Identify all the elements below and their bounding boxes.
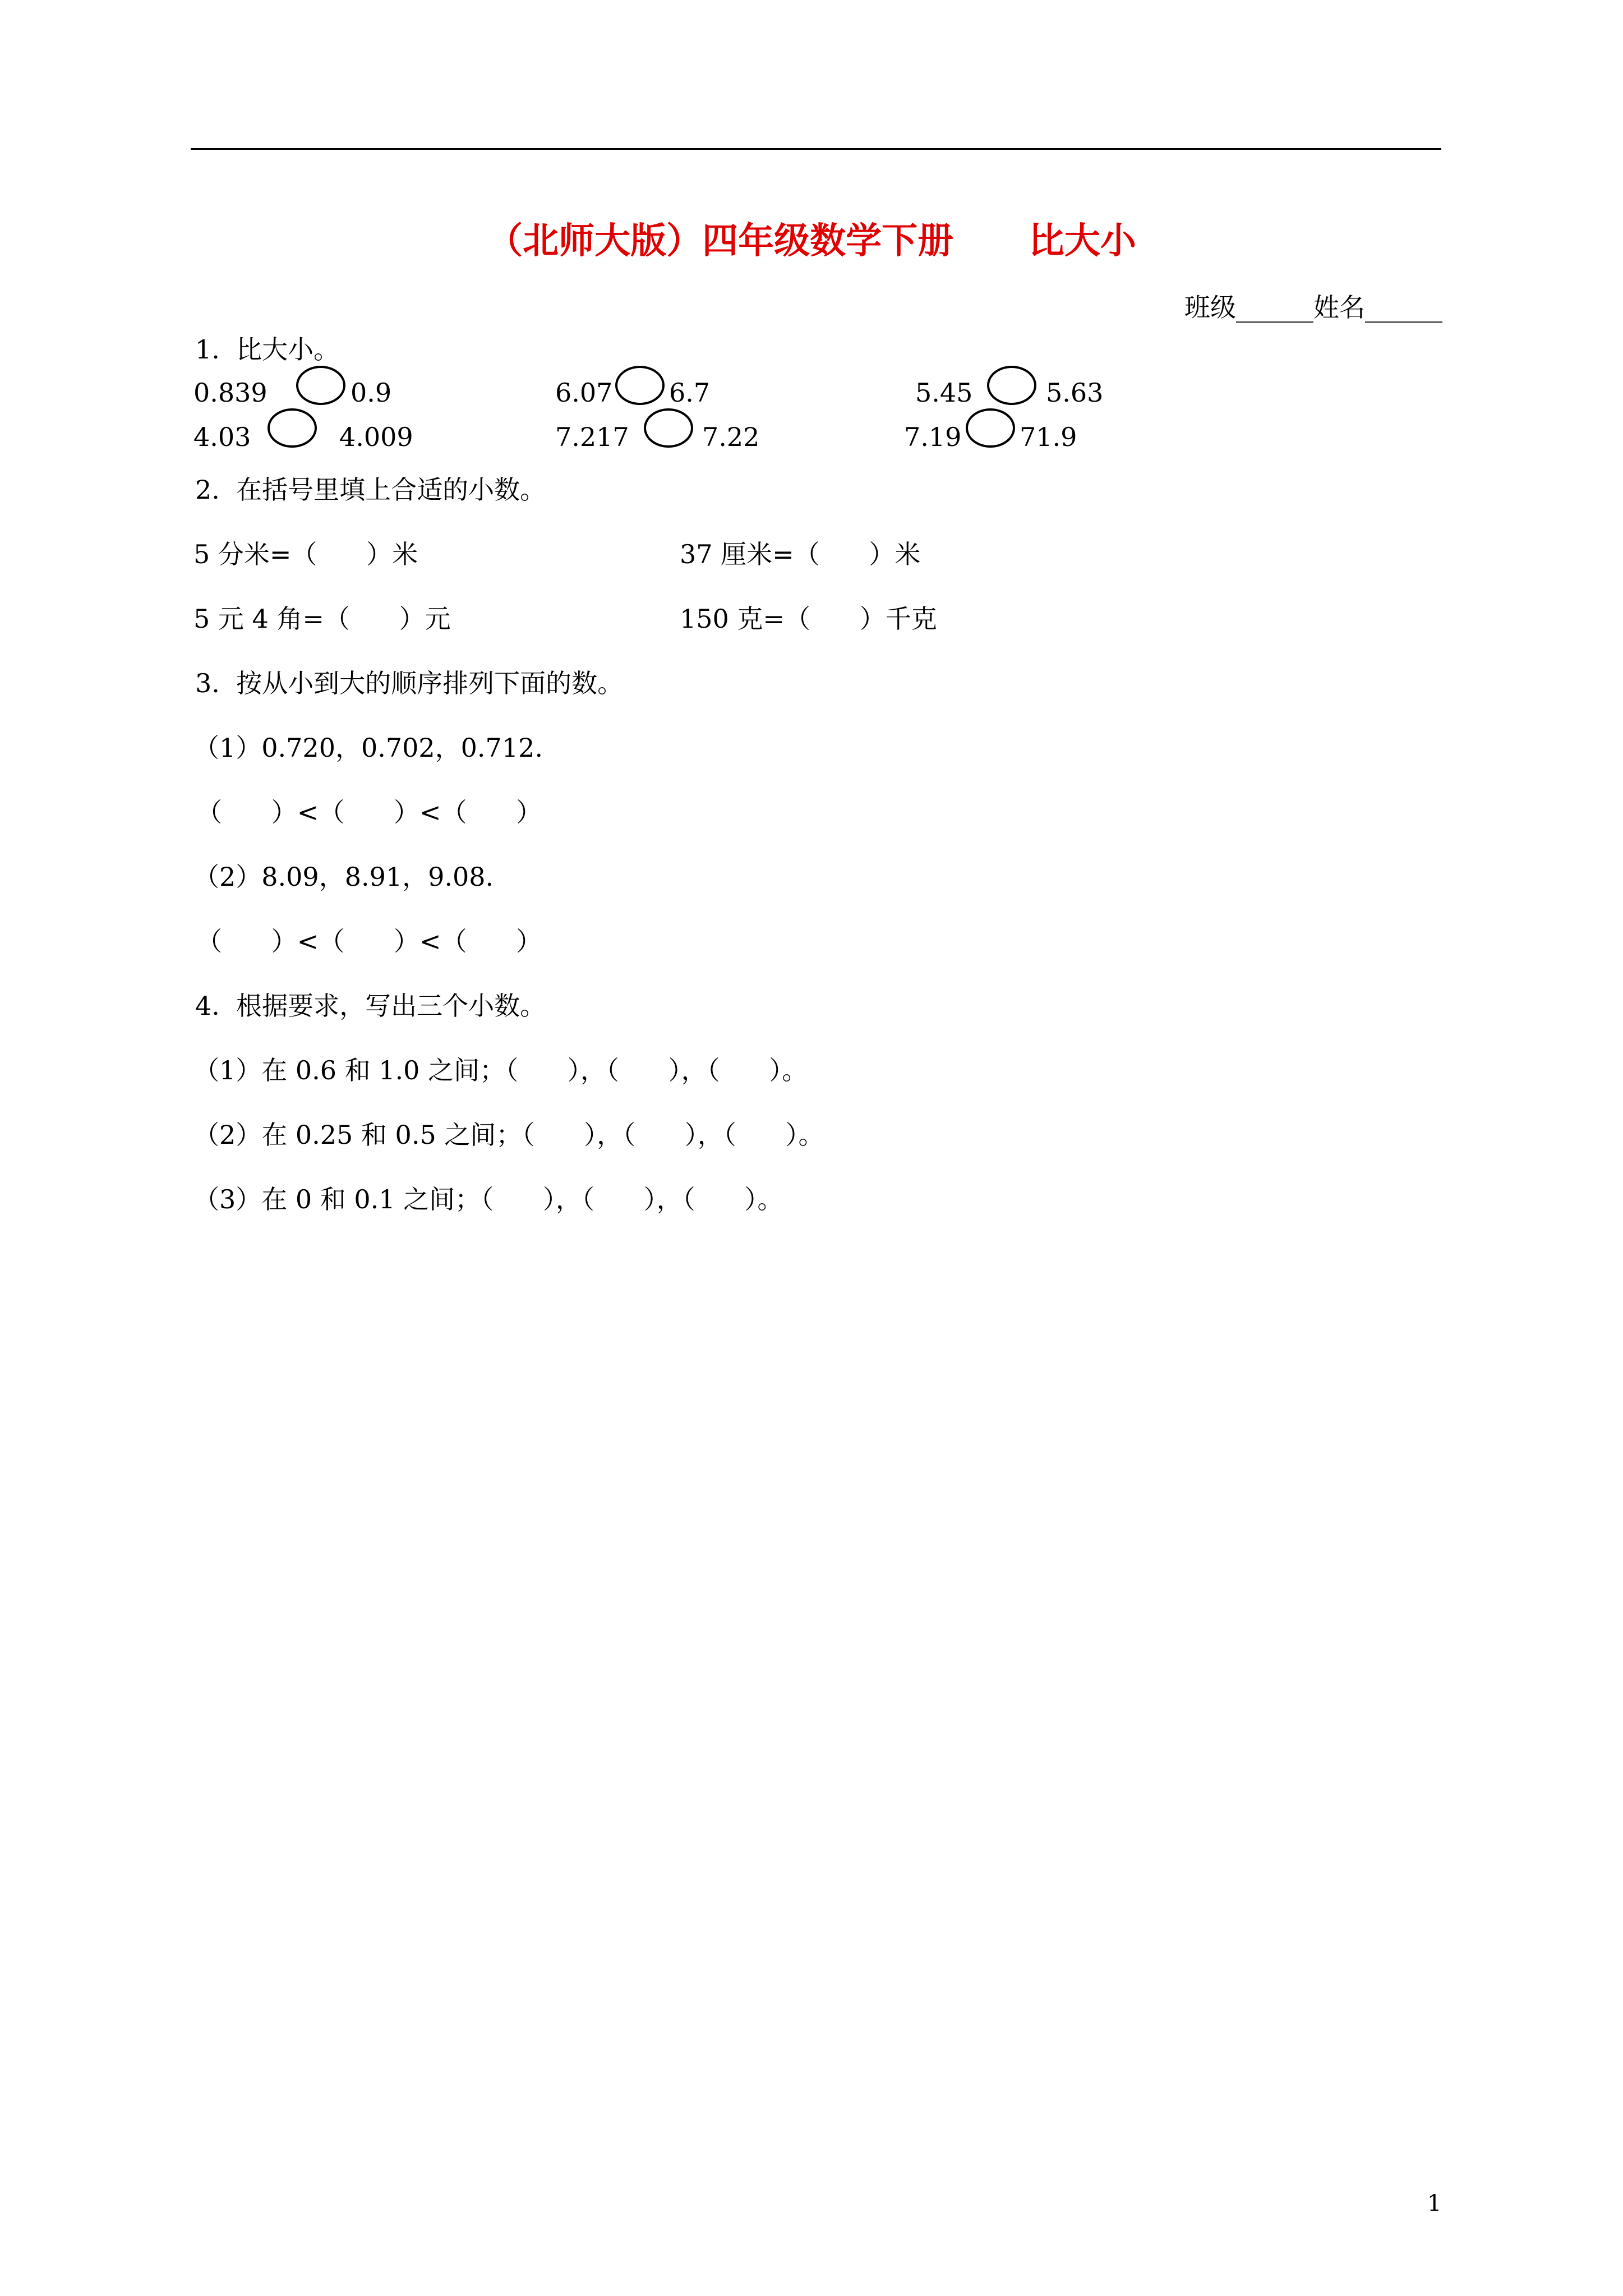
q3-blanks: （ ）<（ ）<（ ）: [196, 797, 542, 827]
q1-number: 6.07: [555, 378, 613, 408]
q2-heading: 2. 在括号里填上合适的小数。: [195, 475, 546, 505]
q1-number: 4.009: [339, 422, 413, 452]
q1-number: 71.9: [1020, 422, 1077, 452]
compare-circle[interactable]: [615, 366, 665, 405]
q2-item: 150 克=（ ）千克: [680, 604, 937, 634]
compare-circle[interactable]: [268, 408, 317, 448]
q1-number: 7.19: [904, 422, 962, 452]
q1-number: 6.7: [669, 378, 711, 408]
q1-number: 0.9: [351, 378, 392, 408]
q3-heading: 3. 按从小到大的顺序排列下面的数。: [195, 668, 624, 698]
q1-number: 0.839: [193, 378, 268, 408]
q1-number: 5.63: [1046, 378, 1104, 408]
q1-number: 7.22: [702, 422, 760, 452]
q1-number: 4.03: [193, 422, 251, 452]
q3-part: （2）8.09，8.91，9.08.: [193, 862, 494, 892]
q1-heading: 1. 比大小。: [195, 334, 340, 365]
q2-item: 5 元 4 角=（ ）元: [193, 604, 451, 634]
q4-item: （1）在 0.6 和 1.0 之间；（ ），（ ），（ ）。: [193, 1055, 808, 1085]
compare-circle[interactable]: [644, 408, 693, 448]
compare-circle[interactable]: [966, 408, 1015, 448]
q3-part: （1）0.720，0.702，0.712.: [193, 733, 543, 763]
page-number: 1: [1427, 2191, 1442, 2216]
q3-blanks: （ ）<（ ）<（ ）: [196, 926, 542, 956]
compare-circle[interactable]: [987, 366, 1036, 405]
q1-number: 7.217: [555, 422, 629, 452]
page-title: （北师大版）四年级数学下册 比大小: [487, 220, 1136, 262]
q2-item: 5 分米=（ ）米: [193, 539, 418, 569]
q4-heading: 4. 根据要求，写出三个小数。: [195, 991, 546, 1021]
compare-circle[interactable]: [296, 366, 345, 405]
q4-item: （2）在 0.25 和 0.5 之间；（ ），（ ），（ ）。: [193, 1120, 824, 1150]
header-rule: [191, 148, 1441, 150]
q2-item: 37 厘米=（ ）米: [680, 539, 921, 569]
q4-item: （3）在 0 和 0.1 之间；（ ），（ ），（ ）。: [193, 1184, 783, 1214]
class-name-line: 班级______姓名______: [1184, 292, 1442, 323]
q1-number: 5.45: [915, 378, 973, 408]
